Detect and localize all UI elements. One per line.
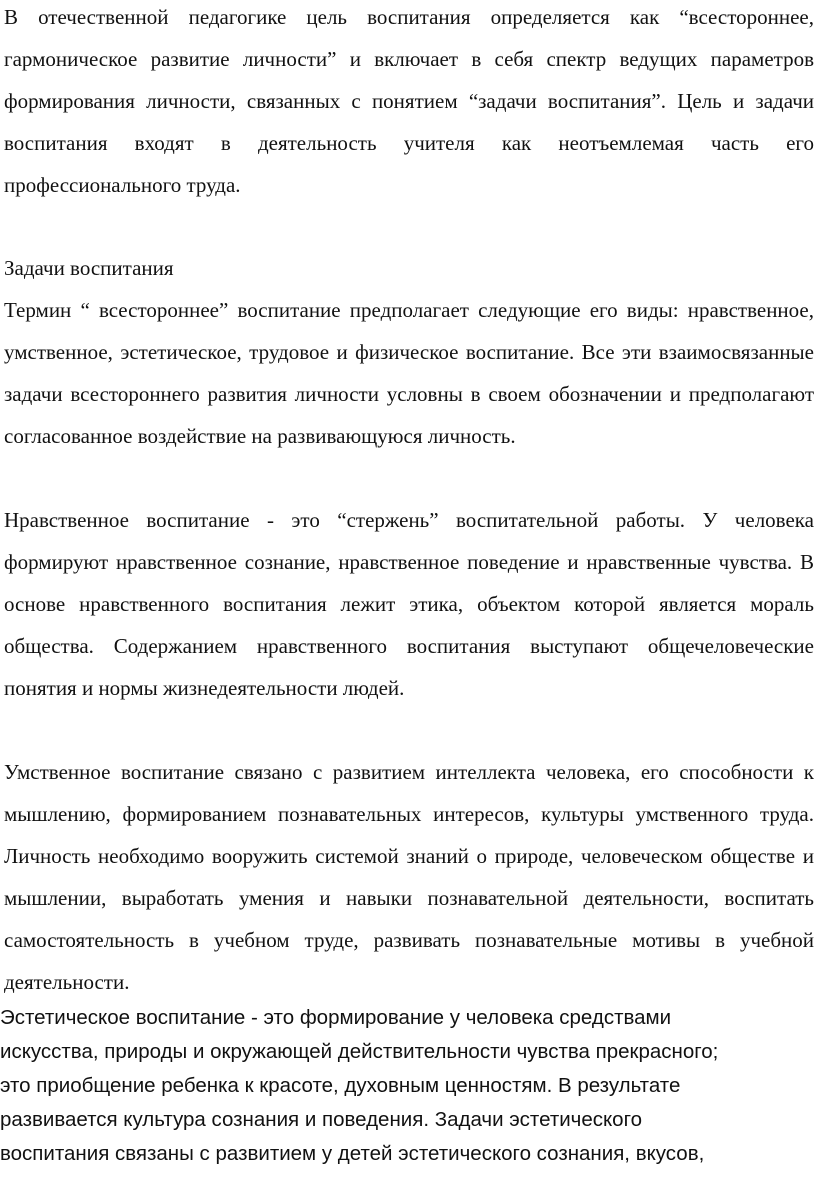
text-line: искусства, природы и окружающей действительности чувства прекрасного; [0, 1040, 719, 1063]
paragraph-aesthetic-education [0, 1001, 800, 1171]
text-line: развивается культура сознания и поведения. Задачи эстетического [0, 1108, 643, 1131]
text-line: Эстетическое воспитание - это формирование у человека средствами [0, 1006, 672, 1029]
section-heading: Задачи воспитания [4, 256, 174, 280]
paragraph-mental-education: Умственное воспитание связано с развитием интеллекта человека, его способности к мышлению, формированием познавательных интересов, культуры умственного труда. Личность необходимо вооружить системой знаний о природе, человеческом обществе и мышлении, выработать умения и навыки познавательной деятельности, воспитать самостоятельность в учебном труде, развивать познавательные мотивы в учебной деятельности. [4, 760, 814, 994]
text-line: это приобщение ребенка к красоте, духовным ценностям. В результате [0, 1074, 681, 1097]
text-line: воспитания связаны с развитием у детей эстетического сознания, вкусов, [0, 1142, 705, 1165]
paragraph-moral-education: Нравственное воспитание - это “стержень” воспитательной работы. У человека формируют нравственное сознание, нравственное поведение и нравственные чувства. В основе нравственного воспитания лежит этика, объектом которой является мораль общества. Содержанием нравственного воспитания выступают общечеловеческие понятия и нормы жизнедеятельности людей. [4, 508, 814, 700]
paragraph-comprehensive-education: Термин “ всестороннее” воспитание предполагает следующие его виды: нравственное, умственное, эстетическое, трудовое и физическое воспитание. Все эти взаимосвязанные задачи всестороннего развития личности условны в своем обозначении и предполагают согласованное воздействие на развивающуюся личность. [4, 298, 814, 448]
paragraph-education-goal: В отечественной педагогике цель воспитания определяется как “всестороннее, гармоническое развитие личности” и включает в себя спектр ведущих параметров формирования личности, связанных с понятием “задачи воспитания”. Цель и задачи воспитания входят в деятельность учителя как неотъемлемая часть его профессионального труда. [4, 5, 814, 197]
